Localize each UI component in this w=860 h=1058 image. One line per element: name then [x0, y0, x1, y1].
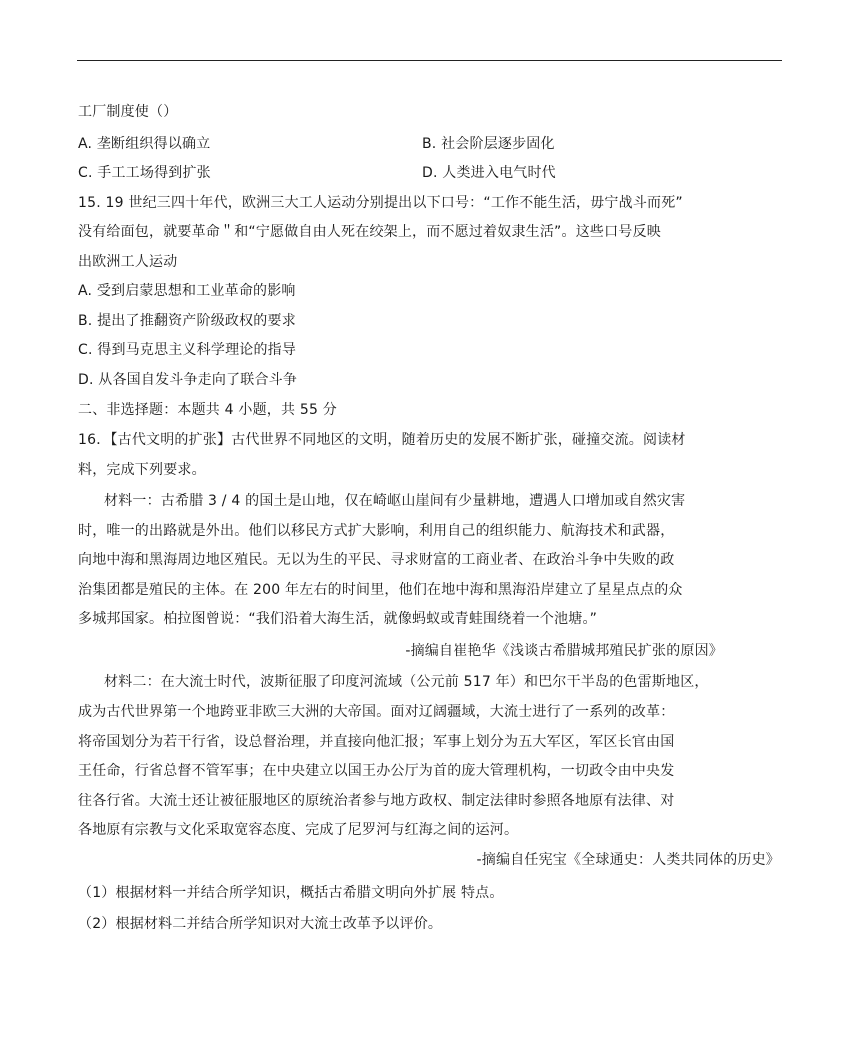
q14-stem: 工厂制度使（） — [78, 104, 178, 120]
q16-subquestion-1: （1）根据材料一并结合所学知识，概括古希腊文明向外扩展 特点。 — [78, 885, 504, 901]
material2-line: 各地原有宗教与文化采取宽容态度、完成了尼罗河与红海之间的运河。 — [78, 822, 519, 838]
q15-option-c: C. 得到马克思主义科学理论的指导 — [78, 342, 297, 358]
q15-option-d: D. 从各国自发斗争走向了联合斗争 — [78, 372, 298, 388]
material1-line: 多城邦国家。柏拉图曾说：“我们沿着大海生活，就像蚂蚁或青蛙围绕着一个池塘。” — [78, 611, 598, 627]
material2-line: 将帝国划分为若干行省，设总督治理，并直接向他汇报；军事上划分为五大军区，军区长官由国 — [78, 734, 675, 750]
q16-subquestion-2: （2）根据材料二并结合所学知识对大流士改革予以评价。 — [78, 916, 443, 932]
material2-line: 成为古代世界第一个地跨亚非欧三大洲的大帝国。面对辽阔疆域，大流士进行了一系列的改革： — [78, 704, 675, 720]
q14-option-b: B. 社会阶层逐步固化 — [422, 136, 555, 152]
q15-stem-line: 没有给面包，就要革命＂和“宁愿做自由人死在绞架上，而不愿过着奴隶生活”。这些口号反映 — [78, 224, 661, 240]
q15-option-a: A. 受到启蒙思想和工业革命的影响 — [78, 283, 296, 299]
header-rule — [77, 60, 782, 61]
q14-option-c: C. 手工工场得到扩张 — [78, 165, 211, 181]
material1-line: 治集团都是殖民的主体。在 200 年左右的时间里，他们在地中海和黑海沿岸建立了星星点点的众 — [78, 582, 683, 598]
q16-stem-line: 料，完成下列要求。 — [78, 462, 206, 478]
q15-stem-line: 出欧洲工人运动 — [78, 254, 178, 270]
q15-option-b: B. 提出了推翻资产阶级政权的要求 — [78, 313, 296, 329]
material1-line: 时，唯一的出路就是外出。他们以移民方式扩大影响，利用自己的组织能力、航海技术和武器， — [78, 523, 675, 539]
section-heading: 二、非选择题：本题共 4 小题，共 55 分 — [78, 402, 337, 418]
material2-line: 王任命，行省总督不管军事；在中央建立以国王办公厅为首的庞大管理机构，一切政令由中央发 — [78, 763, 675, 779]
material1-line: 材料一：古希腊 3 / 4 的国土是山地，仅在崎岖山崖间有少量耕地，遭遇人口增加或自然灾害 — [104, 493, 686, 509]
q16-stem-line: 16．【古代文明的扩张】古代世界不同地区的文明，随着历史的发展不断扩张，碰撞交流。阅读材 — [78, 432, 686, 448]
material2-source: -摘编自任宪宝《全球通史：人类共同体的历史》 — [476, 852, 780, 868]
q14-option-d: D. 人类进入电气时代 — [422, 165, 556, 181]
material2-line: 往各行省。大流士还让被征服地区的原统治者参与地方政权、制定法律时参照各地原有法律、对 — [78, 793, 675, 809]
q15-stem-line: 15. 19 世纪三四十年代，欧洲三大工人运动分别提出以下口号：“工作不能生活，毋宁战斗而死” — [78, 195, 683, 211]
q14-option-a: A. 垄断组织得以确立 — [78, 136, 211, 152]
material1-line: 向地中海和黑海周边地区殖民。无以为生的平民、寻求财富的工商业者、在政治斗争中失败的政 — [78, 552, 675, 568]
material1-source: -摘编自崔艳华《浅谈古希腊城邦殖民扩张的原因》 — [405, 643, 723, 659]
material2-line: 材料二：在大流士时代，波斯征服了印度河流域（公元前 517 年）和巴尔干半岛的色雷斯地区， — [104, 674, 709, 690]
